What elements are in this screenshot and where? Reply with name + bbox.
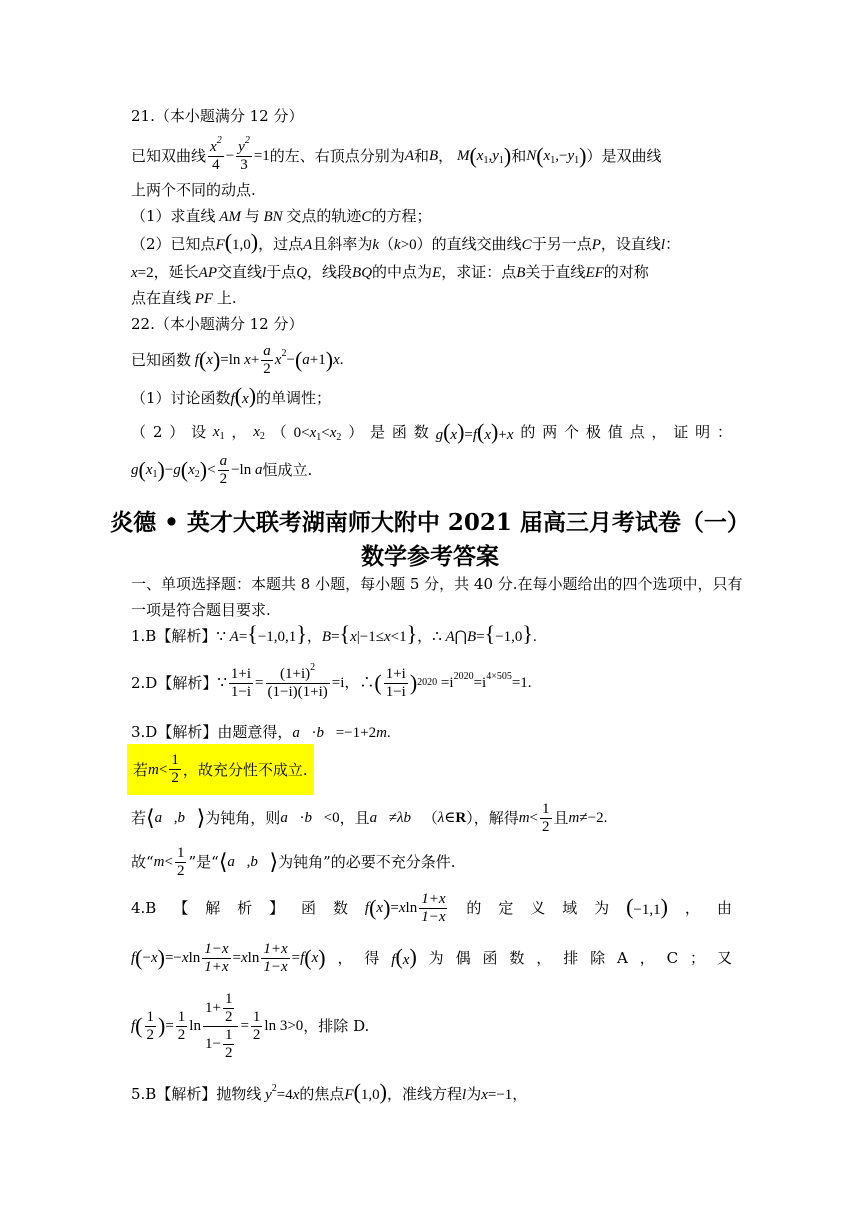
fraction: $\frac{1}{2}$ — [542, 800, 550, 835]
answer-4-line1: 4.B 【 解 析 】 函 数 f ( x ) = x ln $\frac{1+x}{1-x}$ 的 定 义 域 为 (−1,1) ， 由 — [131, 890, 732, 925]
answer-2: 2.D【解析】 ∵ $\frac{1+i}{1-i}$ = $\frac{(1+i)^2}{(1-i)(1+i)}$ =i，∴ ( $\frac{1+i}{1-i}$ ) 2020 $=i^{2020}=i^{4\times 505}=1$. — [131, 661, 532, 700]
q22-heading: 22.（本小题满分 12 分） — [131, 315, 304, 333]
fraction: $\frac{(1+i)^2}{(1-i)(1+i)}$ — [267, 661, 328, 700]
page-title: 炎德 • 英才大联考湖南师大附中 2021 届高三月考试卷（一） — [110, 509, 750, 536]
q21-part1: （1）求直线 AM 与 BN 交点的轨迹C的方程； — [131, 207, 432, 225]
answer-1: 1.B【解析】∵ A={−1,0,1}，B={x|−1≤x<1}，∴ A⋂B={−1,0}. — [131, 621, 537, 646]
fraction: $\frac{x^2}{4}$ — [210, 134, 222, 173]
q21-part2-line2: x=2，延长AP交直线l于点Q，线段BQ的中点为E，求证：点B关于直线EF的对称 — [131, 263, 649, 281]
fraction: $\frac{1}{2}$ — [177, 1008, 186, 1043]
fraction: $\frac{1}{2}$ — [146, 1008, 154, 1043]
answer-3-line1: 3.D【解析】由题意得，a⃗·b⃗=−1+2m. — [131, 723, 391, 741]
q22-part2-line2: g ( $x_1$ ) − g ( $x_2$ ) < $\frac{a}{2}$ −ln a 恒成立. — [131, 452, 313, 487]
q22-line1: 已知函数 f ( x ) =ln x + $\frac{a}{2}$ $x^2$ − ( a +1 ) x . — [131, 342, 344, 377]
q22-part1: （1）讨论函数f(x)的单调性； — [131, 383, 332, 408]
fraction: $\frac{1}{2}$ — [252, 1008, 261, 1043]
q21-line1: 已知双曲线 $\frac{x^2}{4}$ − $\frac{y^2}{3}$ =1 的左、右顶点分别为 A 和 B ， M ( $x_1$ , $y_1$ ) 和 N ( $x_1$ ,− $y_1$ ) ）是双曲线 — [131, 134, 662, 173]
section-intro-line1: 一、单项选择题：本题共 8 小题，每小题 5 分，共 40 分.在每小题给出的四个选项中，只有 — [131, 575, 743, 593]
q21-part2-line3: 点在直线 PF 上. — [131, 289, 237, 307]
answer-3-highlight — [131, 744, 732, 790]
fraction: $\frac{a}{2}$ — [263, 342, 271, 377]
fraction: $\frac{1+x}{1-x}$ — [421, 890, 446, 925]
fraction: $\frac{a}{2}$ — [219, 452, 228, 487]
answer-4-line2: f ( − x ) =− x ln $\frac{1-x}{1+x}$ = x ln $\frac{1+x}{1-x}$ = f ( x ) ， 得 f(x) 为 偶 函 数 ， 排 除 A ， C ； 又 — [131, 940, 732, 975]
q21-heading: 21.（本小题满分 12 分） — [131, 107, 304, 125]
fraction: $\frac{1}{2}$ — [224, 1026, 233, 1061]
highlighted-text: 若 m < $\frac{1}{2}$ ，故充分性不成立. — [127, 744, 314, 795]
fraction: $\frac{y^2}{3}$ — [238, 134, 250, 173]
q21-line2: 上两个不同的动点. — [131, 181, 256, 199]
fraction: $\frac{1-x}{1+x}$ — [204, 940, 229, 975]
answer-5-line1: 5.B【解析】抛物线 $y^2=4x$的焦点F(1,0)，准线方程l为x=−1， — [131, 1079, 528, 1104]
q22-part2-line1: （ 2 ） 设 $x_1$ ， $x_2$ （ $0<x_1<x_2$ ） 是 函 数 g(x)=f(x)+x 的 两 个 极 值 点 ， 证 明 ： — [131, 419, 732, 444]
q21-part2-line1: （2）已知点F(1,0)，过点A且斜率为k（k>0）的直线交曲线C于另一点P，设直线l： — [131, 229, 681, 254]
compound-fraction: 1+ $\frac{1}{2}$ 1− $\frac{1}{2}$ — [203, 991, 238, 1062]
fraction: $\frac{1}{2}$ — [171, 752, 179, 786]
fraction: $\frac{1+x}{1-x}$ — [263, 940, 288, 975]
fraction: $\frac{1+i}{1-i}$ — [230, 665, 252, 700]
section-intro-line2: 一项是符合题目要求. — [131, 601, 271, 619]
fraction: $\frac{1}{2}$ — [224, 990, 233, 1025]
answer-3-line3: 若 ⟨ a⃗ , b⃗ ⟩ 为钝角，则 a⃗ · b⃗ <0 ，且 a⃗ ≠ λb⃗ （ λ ∈R ），解得 m < $\frac{1}{2}$ 且 m ≠−2. — [131, 800, 608, 835]
answer-3-line4: 故“ m < $\frac{1}{2}$ ”是“ ⟨ a⃗ , b⃗ ⟩ 为钝角”的必要不充分条件. — [131, 844, 456, 879]
page-subtitle: 数学参考答案 — [361, 543, 499, 570]
answer-4-line3: f ( $\frac{1}{2}$ ) = $\frac{1}{2}$ ln 1+ $\frac{1}{2}$ 1− $\frac{1}{2}$ = $\frac{1}{2}$ ln 3>0 ，排除 D. — [131, 990, 370, 1061]
fraction: $\frac{1}{2}$ — [176, 844, 185, 879]
fraction: $\frac{1+i}{1-i}$ — [385, 665, 406, 700]
